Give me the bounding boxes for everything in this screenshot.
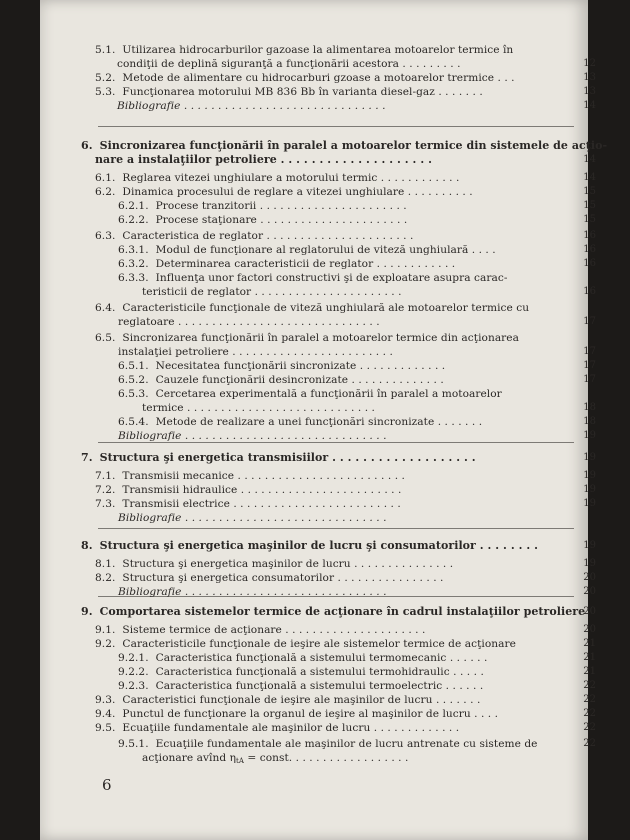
toc-entry xyxy=(95,172,459,184)
toc-entry xyxy=(95,154,432,166)
toc-page-ref: 19 xyxy=(583,558,596,569)
toc-page-ref: 20 xyxy=(583,572,596,583)
toc-entry-number: 6.2.2. xyxy=(118,214,149,226)
toc-entry-title: Cauzele funcţionării desincronizate . . . . . . . . . . . . . . xyxy=(155,374,444,386)
toc-entry-title: Structura şi energetica maşinilor de lucru . . . . . . . . . . . . . . . xyxy=(122,558,454,570)
toc-entry xyxy=(118,388,502,400)
toc-page-ref: 21 xyxy=(583,638,596,649)
toc-entry-number: 9.2.2. xyxy=(118,666,149,678)
toc-entry-number: 5.1. xyxy=(95,44,116,56)
toc-entry-number: 9.5. xyxy=(95,722,116,734)
toc-entry xyxy=(142,286,402,298)
toc-entry xyxy=(118,346,393,358)
toc-entry-number: 9.2.3. xyxy=(118,680,149,692)
toc-entry xyxy=(95,572,443,584)
toc-entry-number: 6.5.1. xyxy=(118,360,149,372)
toc-entry-title: acţionare avînd η xyxy=(142,752,236,764)
toc-page-ref: 16 xyxy=(583,258,596,269)
toc-entry-title: Caracteristici funcţionale de ieşire ale maşinilor de lucru . . . . . . . xyxy=(122,694,481,706)
toc-entry xyxy=(95,624,425,636)
toc-entry-title: Procese staţionare . . . . . . . . . . . . . . . . . . . . . . xyxy=(155,214,408,226)
toc-entry-title: Influenţa unor factori constructivi şi de exploatare asupra carac- xyxy=(155,272,508,284)
toc-entry-title: Bibliografie . . . . . . . . . . . . . . . . . . . . . . . . . . . . . . xyxy=(118,430,387,442)
toc-entry-title: Punctul de funcţionare la organul de ieşire al maşinilor de lucru . . . . xyxy=(122,708,499,720)
section-divider xyxy=(98,528,574,529)
toc-entry-number: 6.4. xyxy=(95,302,116,314)
toc-entry xyxy=(117,58,461,70)
toc-entry-title: Dinamica procesului de reglare a vitezei unghiulare . . . . . . . . . . xyxy=(122,186,473,198)
toc-page-ref: 16 xyxy=(583,286,596,297)
toc-entry-number: 6.3.1. xyxy=(118,244,149,256)
toc-page-ref: 13 xyxy=(583,86,596,97)
toc-entry-number: 8.2. xyxy=(95,572,116,584)
toc-entry-title: Determinarea caracteristicii de reglator . . . . . . . . . . . . xyxy=(155,258,456,270)
toc-entry-title: teristicii de reglator . . . . . . . . . . . . . . . . . . . . . . xyxy=(142,286,402,298)
toc-entry-number: 7.3. xyxy=(95,498,116,510)
toc-entry-number: 6.3.2. xyxy=(118,258,149,270)
toc-entry-title: Procese tranzitorii . . . . . . . . . . . . . . . . . . . . . . xyxy=(155,200,407,212)
toc-entry xyxy=(118,652,487,664)
toc-entry-title-tail: = const. . . . . . . . . . . . . . . . . . xyxy=(243,752,409,764)
toc-entry-number: 8.1. xyxy=(95,558,116,570)
toc-page-ref: 22 xyxy=(583,722,596,733)
toc-page-ref: 21 xyxy=(583,652,596,663)
toc-entry-number: 7. xyxy=(81,451,93,464)
toc-entry-title: Caracteristica funcţională a sistemului termoelectric . . . . . . xyxy=(155,680,484,692)
toc-entry xyxy=(118,258,455,270)
toc-entry-number: 6.2. xyxy=(95,186,116,198)
toc-page-ref: 19 xyxy=(583,430,596,441)
toc-page-ref: 20 xyxy=(583,586,596,597)
toc-entry xyxy=(95,230,413,242)
toc-entry xyxy=(95,498,401,510)
toc-entry-title: termice . . . . . . . . . . . . . . . . . . . . . . . . . . . . xyxy=(142,402,375,414)
toc-entry-title: Caracteristicile funcţionale de viteză unghiulară ale motoarelor termice cu xyxy=(122,302,530,314)
toc-page-ref: 14 xyxy=(583,172,596,183)
toc-entry-number: 9. xyxy=(81,605,93,618)
toc-entry xyxy=(95,484,401,496)
toc-entry-number: 6.5.3. xyxy=(118,388,149,400)
toc-page-ref: 19 xyxy=(583,470,596,481)
book-page xyxy=(40,0,608,840)
toc-page-ref: 21 xyxy=(583,666,596,677)
toc-entry-title: Caracteristica funcţională a sistemului termohidraulic . . . . . xyxy=(155,666,484,678)
toc-entry-number: 9.5.1. xyxy=(118,738,149,750)
toc-entry xyxy=(117,100,386,112)
toc-entry-number: 9.2. xyxy=(95,638,116,650)
toc-entry xyxy=(142,402,375,414)
toc-entry-title: Modul de funcţionare al reglatorului de viteză unghiulară . . . . xyxy=(155,244,496,256)
toc-entry-number: 6.5.2. xyxy=(118,374,149,386)
toc-entry-title: Bibliografie . . . . . . . . . . . . . . . . . . . . . . . . . . . . . . xyxy=(118,586,387,598)
toc-entry xyxy=(95,302,529,314)
toc-entry xyxy=(95,332,519,344)
toc-entry-title: Structura şi energetica consumatorilor . . . . . . . . . . . . . . . . xyxy=(122,572,444,584)
toc-entry-number: 6. xyxy=(81,139,93,152)
toc-entry-title: Caracteristicile funcţionale de ieşire ale sistemelor termice de acţionare xyxy=(122,638,516,650)
toc-page-ref: 12 xyxy=(583,58,596,69)
toc-entry-title: Metode de alimentare cu hidrocarburi gzoase a motoarelor trermice . . . xyxy=(122,72,515,84)
toc-page-ref: 15 xyxy=(583,214,596,225)
toc-entry-number: 6.3.3. xyxy=(118,272,149,284)
toc-entry xyxy=(95,722,459,734)
toc-entry xyxy=(118,680,483,692)
toc-entry-title: Funcţionarea motorului MB 836 Bb în varianta diesel-gaz . . . . . . . xyxy=(122,86,483,98)
toc-entry-number: 9.1. xyxy=(95,624,116,636)
toc-page-ref: 19 xyxy=(583,498,596,509)
toc-entry xyxy=(95,72,515,84)
toc-entry-subscript: tA xyxy=(235,757,244,765)
toc-entry-number: 6.5. xyxy=(95,332,116,344)
toc-entry-number: 8. xyxy=(81,539,93,552)
toc-entry-number: 5.2. xyxy=(95,72,116,84)
section-divider xyxy=(98,442,574,443)
toc-page-ref: 15 xyxy=(583,200,596,211)
toc-page-ref: 19 xyxy=(583,452,596,463)
toc-page-ref: 14 xyxy=(583,154,596,165)
toc-entry xyxy=(95,708,498,720)
toc-entry-title: Transmisii mecanice . . . . . . . . . . . . . . . . . . . . . . . . . xyxy=(122,470,405,482)
toc-page-ref: 15 xyxy=(583,186,596,197)
toc-entry-number: 9.4. xyxy=(95,708,116,720)
toc-entry-number: 7.2. xyxy=(95,484,116,496)
toc-entry-title: Comportarea sistemelor termice de acţionare în cadrul instalaţiilor petroliere xyxy=(99,605,586,618)
page-number: 6 xyxy=(102,776,112,794)
section-divider xyxy=(98,126,574,127)
toc-entry-number: 6.3. xyxy=(95,230,116,242)
toc-page-ref: 22 xyxy=(583,738,596,749)
toc-entry xyxy=(81,540,538,552)
toc-page-ref: 19 xyxy=(583,484,596,495)
toc-entry xyxy=(118,360,445,372)
toc-entry-title: Sisteme termice de acţionare . . . . . . . . . . . . . . . . . . . . . xyxy=(122,624,426,636)
toc-entry-title: Transmisii hidraulice . . . . . . . . . . . . . . . . . . . . . . . . xyxy=(122,484,402,496)
toc-entry-number: 9.2.1. xyxy=(118,652,149,664)
toc-entry-number: 6.1. xyxy=(95,172,116,184)
toc-entry-title: Bibliografie . . . . . . . . . . . . . . . . . . . . . . . . . . . . . . xyxy=(118,512,387,524)
toc-entry xyxy=(95,186,473,198)
toc-entry-title: Sincronizarea funcţionării în paralel a motoarelor termice din sistemele de acţio- xyxy=(99,139,608,152)
toc-entry-title: Necesitatea funcţionării sincronizate . . . . . . . . . . . . . xyxy=(155,360,446,372)
toc-entry xyxy=(95,470,405,482)
toc-entry-title: Metode de realizare a unei funcţionări sincronizate . . . . . . . xyxy=(155,416,483,428)
toc-entry xyxy=(118,316,380,328)
toc-entry xyxy=(95,694,480,706)
toc-entry-title: Caracteristica de reglator . . . . . . . . . . . . . . . . . . . . . . xyxy=(122,230,414,242)
toc-entry-title: Ecuaţiile fundamentale ale maşinilor de lucru . . . . . . . . . . . . . xyxy=(122,722,460,734)
toc-entry xyxy=(95,44,513,56)
toc-entry xyxy=(118,244,496,256)
toc-page-ref: 19 xyxy=(583,540,596,551)
toc-page-ref: 16 xyxy=(583,244,596,255)
toc-entry xyxy=(118,430,387,442)
toc-entry xyxy=(118,374,444,386)
toc-entry xyxy=(118,272,507,284)
toc-entry-title: Ecuaţiile fundamentale ale maşinilor de lucru antrenate cu sisteme de xyxy=(155,738,538,750)
toc-entry-title: reglatoare . . . . . . . . . . . . . . . . . . . . . . . . . . . . . . xyxy=(118,316,380,328)
toc-page-ref: 17 xyxy=(583,374,596,385)
toc-entry-number: 7.1. xyxy=(95,470,116,482)
toc-page-ref: 17 xyxy=(583,346,596,357)
toc-entry-title: Reglarea vitezei unghiulare a motorului termic . . . . . . . . . . . . xyxy=(122,172,460,184)
toc-entry-title: Caracteristica funcţională a sistemului termomecanic . . . . . . xyxy=(155,652,488,664)
toc-entry xyxy=(95,558,453,570)
toc-page-ref: 17 xyxy=(583,360,596,371)
toc-entry-number: 5.3. xyxy=(95,86,116,98)
toc-entry xyxy=(118,200,407,212)
toc-entry-title: Cercetarea experimentală a funcţionării în paralel a motoarelor xyxy=(155,388,502,400)
toc-entry-title: Transmisii electrice . . . . . . . . . . . . . . . . . . . . . . . . . xyxy=(122,498,401,510)
toc-page-ref: 20 xyxy=(583,606,596,617)
toc-entry-title: Structura şi energetica transmisiilor . . . . . . . . . . . . . . . . . . . xyxy=(99,451,476,464)
toc-entry-title: Bibliografie . . . . . . . . . . . . . . . . . . . . . . . . . . . . . . xyxy=(117,100,386,112)
toc-page-ref: 22 xyxy=(583,694,596,705)
toc-page-ref: 17 xyxy=(583,316,596,327)
toc-entry xyxy=(118,214,407,226)
toc-entry-number: 6.5.4. xyxy=(118,416,149,428)
toc-entry xyxy=(118,666,484,678)
toc-entry xyxy=(118,586,387,598)
toc-entry-title: condiţii de deplină siguranţă a funcţionării acestora . . . . . . . . . xyxy=(117,58,461,70)
toc-entry xyxy=(142,752,408,767)
toc-entry-title: Utilizarea hidrocarburilor gazoase la alimentarea motoarelor termice în xyxy=(122,44,514,56)
toc-page-ref: 14 xyxy=(583,100,596,111)
toc-page-ref: 22 xyxy=(583,680,596,691)
toc-page-ref: 20 xyxy=(583,624,596,635)
toc-entry xyxy=(118,738,538,750)
toc-entry xyxy=(118,416,482,428)
toc-page-ref: 16 xyxy=(583,230,596,241)
toc-entry-title: Structura şi energetica maşinilor de lucru şi consumatorilor . . . . . . . . xyxy=(99,539,538,552)
toc-entry xyxy=(118,512,387,524)
toc-page-ref: 22 xyxy=(583,708,596,719)
toc-page-ref: 18 xyxy=(583,402,596,413)
toc-page-ref: 13 xyxy=(583,72,596,83)
toc-entry-title: instalaţiei petroliere . . . . . . . . . . . . . . . . . . . . . . . . xyxy=(118,346,393,358)
toc-entry xyxy=(95,638,516,650)
toc-entry xyxy=(81,140,607,152)
toc-entry-title: Sincronizarea funcţionării în paralel a motoarelor termice din acţionarea xyxy=(122,332,519,344)
toc-entry xyxy=(81,606,585,618)
toc-entry-number: 6.2.1. xyxy=(118,200,149,212)
toc-entry-number: 9.3. xyxy=(95,694,116,706)
toc-page-ref: 18 xyxy=(583,416,596,427)
toc-entry xyxy=(95,86,483,98)
table-of-contents xyxy=(40,0,608,840)
toc-entry xyxy=(81,452,476,464)
toc-entry-title: nare a instalaţiilor petroliere . . . . . . . . . . . . . . . . . . . . xyxy=(95,153,432,166)
